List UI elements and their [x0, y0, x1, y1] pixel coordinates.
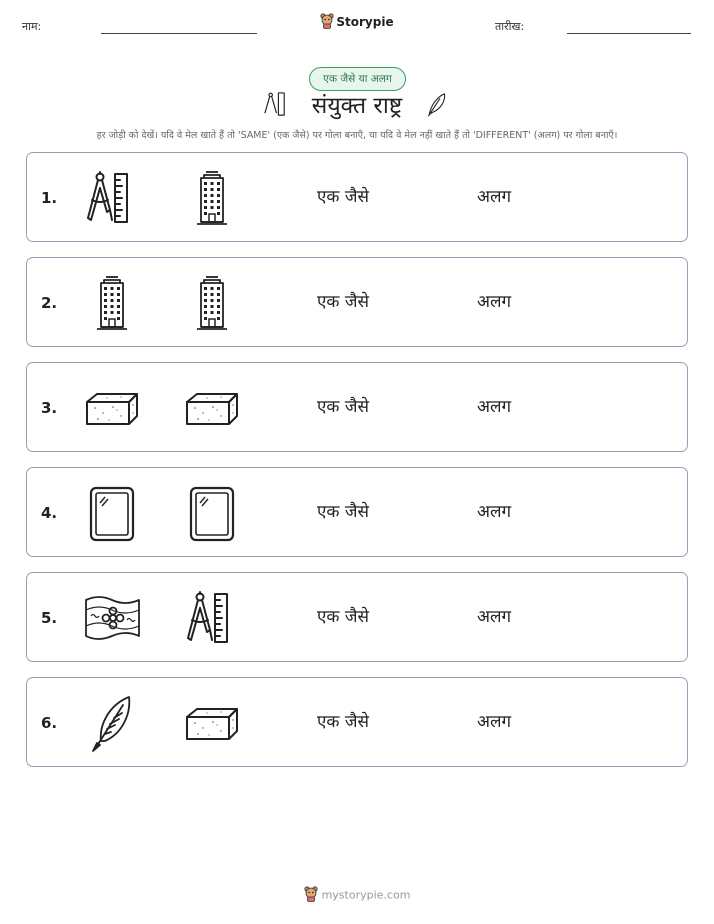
different-option[interactable]: अलग — [477, 292, 512, 312]
pair-row-6 — [26, 677, 688, 767]
footer — [0, 886, 714, 905]
stone-block-icon — [183, 695, 241, 753]
stone-block-icon — [183, 380, 241, 438]
bear-mascot-icon — [320, 13, 334, 32]
same-option[interactable]: एक जैसे — [317, 712, 369, 732]
row-number: 5. — [41, 609, 58, 627]
building-icon — [83, 275, 141, 333]
row-number: 2. — [41, 294, 58, 312]
different-option[interactable]: अलग — [477, 187, 512, 207]
stone-block-icon — [83, 380, 141, 438]
row-number: 4. — [41, 504, 58, 522]
different-option[interactable]: अलग — [477, 397, 512, 417]
bear-mascot-icon — [304, 886, 318, 905]
building-icon — [183, 275, 241, 333]
mirror-frame-icon — [183, 485, 241, 543]
row-number: 1. — [41, 189, 58, 207]
same-option[interactable]: एक जैसे — [317, 502, 369, 522]
same-option[interactable]: एक जैसे — [317, 607, 369, 627]
row-number: 3. — [41, 399, 58, 417]
pair-row-4 — [26, 467, 688, 557]
worksheet-type-badge: एक जैसे या अलग — [309, 67, 406, 91]
quill-pen-icon — [83, 695, 141, 753]
pair-row-5 — [26, 572, 688, 662]
date-line[interactable] — [567, 33, 691, 34]
brand-logo — [0, 13, 714, 32]
same-option[interactable]: एक जैसे — [317, 292, 369, 312]
compass-ruler-icon — [83, 170, 141, 228]
footer-site-link[interactable]: mystorypie.com — [321, 888, 411, 902]
compass-ruler-icon — [183, 590, 241, 648]
name-line[interactable] — [101, 33, 257, 34]
same-option[interactable]: एक जैसे — [317, 397, 369, 417]
name-label: नाम: — [22, 20, 42, 33]
brand-name: Storypie — [336, 15, 394, 29]
page-title: संयुक्त राष्ट्र — [311, 93, 403, 119]
instructions: हर जोड़ी को देखें। यदि वे मेल खाते हैं तो 'SAME' (एक जैसे) पर गोला बनाएँ, या यदि वे मेल नहीं खाते हैं तो 'DIFFERENT' (अलग) पर गोला बनाएँ। — [96, 130, 618, 141]
pair-row-2 — [26, 257, 688, 347]
pair-row-1 — [26, 152, 688, 242]
different-option[interactable]: अलग — [477, 712, 512, 732]
quill-pen-icon — [423, 89, 449, 125]
date-label: तारीख: — [495, 20, 525, 33]
pair-row-3 — [26, 362, 688, 452]
flag-icon — [83, 590, 141, 648]
different-option[interactable]: अलग — [477, 607, 512, 627]
row-number: 6. — [41, 714, 58, 732]
mirror-frame-icon — [83, 485, 141, 543]
same-option[interactable]: एक जैसे — [317, 187, 369, 207]
building-icon — [183, 170, 241, 228]
different-option[interactable]: अलग — [477, 502, 512, 522]
